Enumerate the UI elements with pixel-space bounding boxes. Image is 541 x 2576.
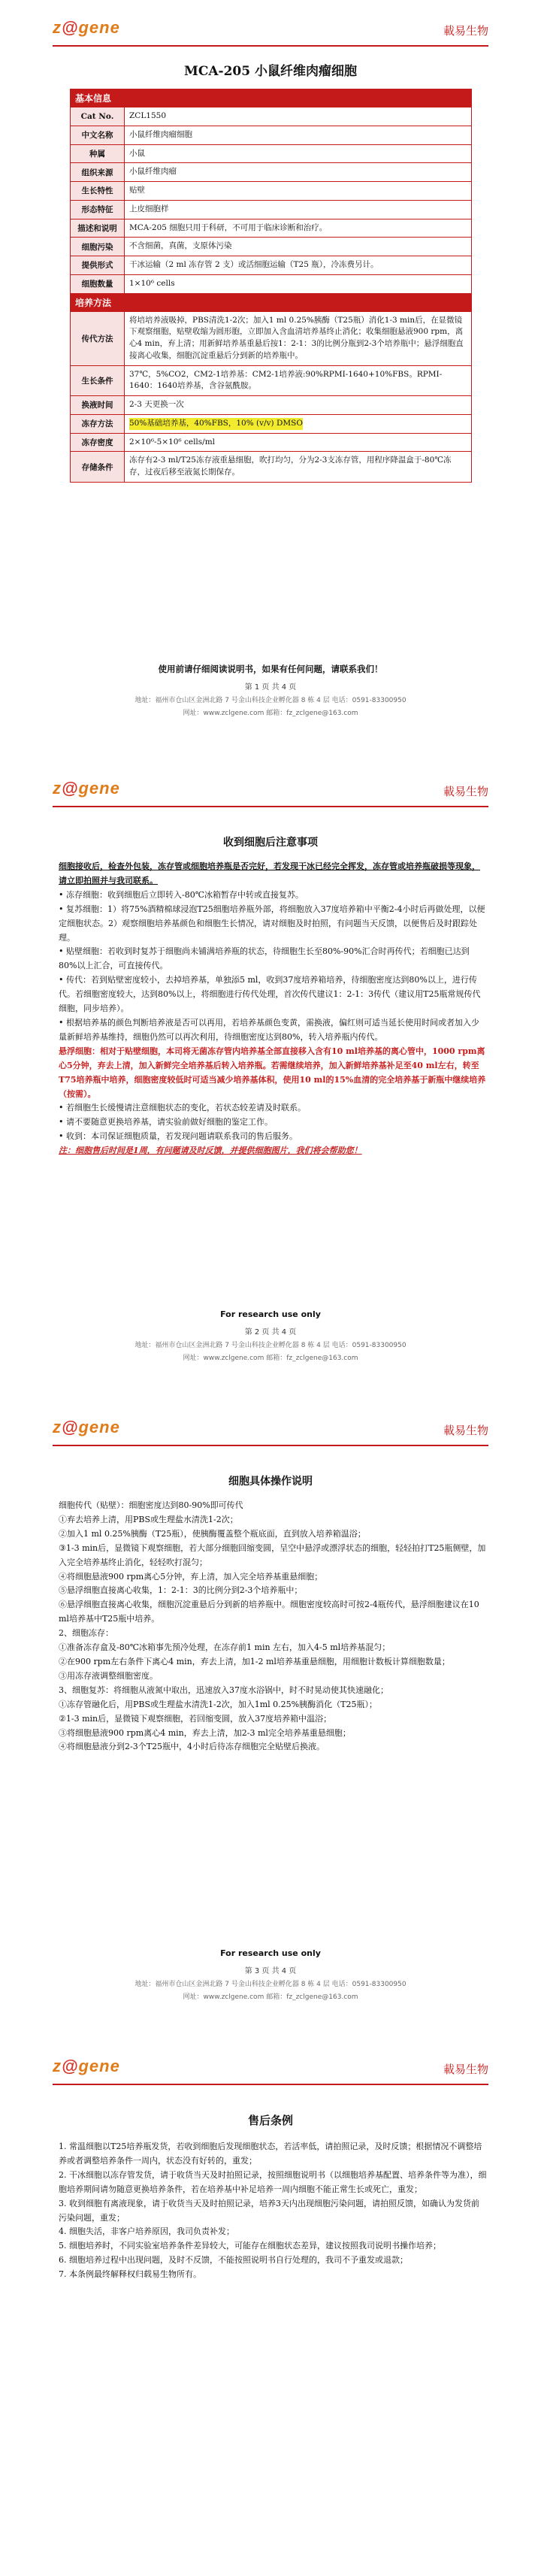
- section-title: 收到细胞后注意事项: [223, 837, 318, 849]
- page-3: [0, 1400, 541, 2039]
- row-value-text: 2×10⁶-5×10⁶ cells/ml: [129, 437, 216, 446]
- page-number: 第 3 页 共 4 页: [244, 1967, 297, 1975]
- row-label: 细胞污染: [71, 238, 125, 256]
- row-label: 提供形式: [71, 256, 125, 274]
- paragraph: ③将细胞悬液900 rpm离心4 min，弃去上清，加2-3 ml完全培养基重悬细胞；: [59, 1727, 351, 1738]
- read-manual-notice: 使用前请仔细阅读说明书，如果有任何问题，请联系我们！: [158, 664, 383, 674]
- paragraph: 6. 细胞培养过程中出现问题，及时不反馈，不能按照说明书自行处理的，我司不予重发或退款；: [59, 2255, 408, 2266]
- page-footer: [53, 1309, 488, 1362]
- product-title: MCA-205 小鼠纤维肉瘤细胞: [184, 64, 357, 79]
- paragraph: 细胞接收后，检查外包装，冻存管或细胞培养瓶是否完好，若发现干冰已经完全挥发，冻存管或培养瓶破损等现象，请立即拍照并与我司联系。: [59, 861, 480, 885]
- notice-body: [59, 860, 487, 1158]
- section-culture-method: 培养方法: [71, 293, 471, 311]
- row-label: Cat No.: [71, 107, 125, 126]
- section-title: 售后条例: [247, 2114, 293, 2127]
- paragraph: ②加入1 ml 0.25%胰酶（T25瓶），使胰酶覆盖整个瓶底面，直到放入培养箱温浴；: [59, 1528, 366, 1539]
- paragraph: ②1-3 min后，显微镜下观察细胞，若回缩变圆，放入37度培养箱中温浴；: [59, 1713, 332, 1724]
- row-value-text: 干冰运输（2 ml 冻存管 2 支）或活细胞运输（T25 瓶），冷冻费另计。: [129, 260, 379, 269]
- paragraph: 2、细胞冻存：: [59, 1628, 113, 1639]
- row-value-text: 小鼠纤维肉瘤细胞: [129, 129, 192, 139]
- row-label: 生长特性: [71, 182, 125, 200]
- row-value: [125, 275, 471, 293]
- paragraph: • 若细胞生长缓慢请注意细胞状态的变化，若状态较差请及时联系。: [59, 1103, 306, 1113]
- row-label: 形态特征: [71, 201, 125, 219]
- row-value: [125, 219, 471, 238]
- page-number: 第 1 页 共 4 页: [244, 683, 297, 692]
- row-value-text: 1×10⁶ cells: [129, 278, 175, 288]
- table-row: [71, 414, 471, 433]
- row-label: 存储条件: [71, 452, 125, 482]
- paragraph: 3. 收到细胞有离液现象，请于收货当天及时拍照记录，培养3天内出现细胞污染问题，请拍照反馈，如确认为发货前污染问题，重发；: [59, 2198, 479, 2223]
- footer-web: 网址：www.zclgene.com 邮箱：fz_zclgene@163.com: [183, 1355, 358, 1362]
- row-value-text: 上皮细胞样: [129, 204, 169, 213]
- footer-address: 地址：福州市仓山区金洲北路 7 号金山科技企业孵化器 8 栋 4 层 电话：0591-83300950: [134, 697, 407, 704]
- row-value: [125, 366, 471, 396]
- paragraph: ③1-3 min后，显微镜下观察细胞，若大部分细胞回缩变圆，呈空中悬浮或漂浮状态的细胞，轻轻拍打T25瓶侧壁，加入完全培养基终止消化，轻轻吹打混匀；: [59, 1542, 486, 1567]
- row-label: 中文名称: [71, 126, 125, 144]
- paragraph: 7. 本条例最终解释权归载易生物所有。: [59, 2269, 201, 2280]
- paragraph: 2. 干冰细胞以冻存管发货，请于收货当天及时拍照记录，按照细胞说明书（以细胞培养基配置、培养条件等为准），细胞培养期间请勿随意更换培养条件，若在培养基中补足培养一周内细胞不能正常生长或死亡，重发；: [59, 2169, 487, 2194]
- row-value: [125, 452, 471, 482]
- paragraph: • 复苏细胞：1）将75%酒精棉球浸泡T25细胞培养瓶外部，将细胞放入37度培养箱中平衡2-4小时后再做处理，以便定细胞状态。2）观察细胞培养基颜色和细胞生长情况，请对细胞及时拍照，有问题当天反馈，以便售后及时跟踪处理。: [59, 904, 485, 943]
- page-4: [0, 2039, 541, 2576]
- table-row: [71, 162, 471, 181]
- row-label: 种属: [71, 145, 125, 163]
- paragraph: 4. 细胞失活，非客户培养原因，我司负责补发；: [59, 2226, 234, 2237]
- row-value-text: 2-3 天更换一次: [129, 400, 184, 409]
- paragraph: 细胞传代（贴壁）：细胞密度达到80-90%即可传代: [59, 1500, 243, 1510]
- paragraph: • 根据培养基的颜色判断培养液是否可以再用，若培养基颜色变黄，需换液，偏红则可适当延长使用时间或者加入少量新鲜培养基维持，细胞仍然可以再次利用，待细胞密度达到80%，转入培养瓶内传代。: [59, 1017, 479, 1042]
- table-row: [71, 365, 471, 396]
- table-row: [71, 451, 471, 482]
- paragraph: • 请不要随意更换培养基，请实验前做好细胞的鉴定工作。: [59, 1117, 273, 1128]
- row-value: [125, 434, 471, 452]
- row-value-text: 贴壁: [129, 186, 145, 195]
- row-label: 细胞数量: [71, 275, 125, 293]
- table-row: [71, 219, 471, 238]
- paragraph: ①弃去培养上清，用PBS或生理盐水清洗1-2次；: [59, 1514, 238, 1524]
- page-header: [53, 2052, 488, 2085]
- page-header: [53, 1413, 488, 1446]
- row-label: 生长条件: [71, 366, 125, 396]
- table-row: [71, 107, 471, 126]
- table-row: [71, 256, 471, 274]
- company-logo: z@gene: [53, 779, 120, 798]
- paragraph: ⑤悬浮细胞直接离心收集，1：2-1：3的比例分到2-3个培养瓶中；: [59, 1585, 303, 1596]
- paragraph: • 收到：本司保证细胞质量，若发现问题请联系我司的售后服务。: [59, 1131, 298, 1142]
- footer-web: 网址：www.zclgene.com 邮箱：fz_zclgene@163.com: [183, 1993, 358, 2001]
- row-value: [125, 201, 471, 219]
- row-label: 组织来源: [71, 163, 125, 181]
- paragraph: 悬浮细胞：相对于贴壁细胞，本司将无菌冻存管内培养基全部直接移入含有10 ml培养基的离心管中，1000 rpm离心5分钟，弃去上清，加入新鲜完全培养基后转入培养瓶。若需继续培养，加入新鲜培养基补足至40 ml左右，转至T75培养瓶中培养，细胞密度较低时可适当减少培养基体积，使用10 ml的15%血清的完全培养基于新瓶中继续培养（按需）。: [59, 1046, 486, 1099]
- table-row: [71, 395, 471, 414]
- page-number: 第 2 页 共 4 页: [244, 1328, 297, 1336]
- paragraph: ⑥悬浮细胞直接离心收集，细胞沉淀重悬后分到新的培养瓶中。细胞密度较高时可按2-4瓶传代，悬浮细胞建议在10 ml培养基中T25瓶中培养。: [59, 1600, 479, 1624]
- row-value: [125, 396, 471, 414]
- row-value-text: 50%基础培养基，40%FBS，10% (v/v) DMSO: [129, 418, 303, 430]
- company-logo: z@gene: [53, 1418, 120, 1436]
- row-value: [125, 238, 471, 256]
- product-info-table: [70, 89, 472, 483]
- company-logo: z@gene: [53, 2057, 120, 2075]
- paragraph: ①冻存管融化后，用PBS或生理盐水清洗1-2次，加入1ml 0.25%胰酶消化（T25瓶）；: [59, 1699, 377, 1709]
- table-row: [71, 181, 471, 200]
- row-label: 传代方法: [71, 312, 125, 365]
- paragraph: ④将细胞悬液分到2-3个T25瓶中，4小时后待冻存细胞完全贴壁后换液。: [59, 1742, 325, 1752]
- row-label: 冻存密度: [71, 434, 125, 452]
- paragraph: ①准备冻存盒及-80℃冰箱事先预冷处理，在冻存前1 min 左右，加入4-5 ml培养基混匀；: [59, 1642, 391, 1653]
- paragraph: • 传代：若到贴壁密度较小，去掉培养基，单独添5 ml，收到37度培养箱培养，待细胞密度达到80%以上，进行传代。若细胞密度较大，达到80%以上，将细胞进行传代处理，首次传代建议1：2-1：3传代（建议用T25瓶常规传代细胞，同步培养）。: [59, 975, 481, 1014]
- row-value-text: 小鼠: [129, 148, 145, 158]
- row-value: [125, 126, 471, 144]
- operation-body: [59, 1499, 487, 1754]
- row-value-text: ZCL1550: [129, 111, 167, 120]
- section-basic-info: 基本信息: [71, 89, 471, 107]
- table-row: [71, 433, 471, 452]
- paragraph: 1. 常温细胞以T25培养瓶发货，若收到细胞后发现细胞状态，若活率低，请拍照记录，及时反馈；根据情况不调整培养或者调整培养条件一周内，状态没有好转的，重发；: [59, 2142, 482, 2166]
- brand-name: 載易生物: [443, 785, 488, 798]
- row-value-text: MCA-205 细胞只用于科研，不可用于临床诊断和治疗。: [129, 222, 328, 232]
- row-value-text: 冻存有2-3 ml/T25冻存液重悬细胞，吹打均匀，分为2-3支冻存管，用程序降温盒于-80℃冻存，过夜后移至液氮长期保存。: [129, 456, 452, 477]
- row-value-text: 小鼠纤维肉瘤: [129, 167, 177, 177]
- table-row: [71, 311, 471, 365]
- paragraph: 5. 细胞培养时，不同实验室培养条件差异较大，可能存在细胞状态差异，建议按照我司说明书操作培养；: [59, 2241, 441, 2251]
- research-only-label: For research use only: [220, 1309, 321, 1319]
- page-1: [0, 0, 541, 761]
- paragraph: • 冻存细胞：收到细胞后立即转入-80℃冰箱暂存中转或直接复苏。: [59, 889, 304, 900]
- research-only-label: For research use only: [220, 1948, 321, 1958]
- page-footer: [53, 680, 488, 717]
- table-row: [71, 274, 471, 293]
- table-row: [71, 126, 471, 144]
- row-value: [125, 415, 471, 433]
- brand-name: 載易生物: [443, 2063, 488, 2076]
- table-row: [71, 237, 471, 256]
- footer-address: 地址：福州市仓山区金洲北路 7 号金山科技企业孵化器 8 栋 4 层 电话：0591-83300950: [134, 1981, 407, 1988]
- row-label: 描述和说明: [71, 219, 125, 238]
- row-value-text: 将培培养液吸掉，PBS清洗1-2次；加入1 ml 0.25%胰酶（T25瓶）消化1-3 min后，在显微镜下观察细胞，贴壁收缩为圆形胞，立即加入含血清培养基终止消化；收集细胞悬液900 rpm，离心4 min，弃上清；用新鲜培养基重悬后按1：2-1：3的比例分瓶到2-3个培养瓶中；悬浮细胞直接离心收集，细胞沉淀重悬后分到新的培养瓶中。: [129, 315, 464, 360]
- row-label: 冻存方法: [71, 415, 125, 433]
- section-title: 细胞具体操作说明: [228, 1476, 313, 1488]
- row-label: 换液时间: [71, 396, 125, 414]
- paragraph: • 贴壁细胞：若收到时复苏于细胞尚未铺满培养瓶的状态，待细胞生长至80%-90%汇合时再传代；若细胞已达到80%以上汇合，可直接传代。: [59, 946, 470, 971]
- table-row: [71, 200, 471, 219]
- paragraph: ②在900 rpm左右条件下离心4 min，弃去上清，加1-2 ml培养基重悬细胞，用细胞计数板计算细胞数量；: [59, 1656, 450, 1666]
- row-value-text: 不含细菌，真菌，支原体污染: [129, 241, 232, 251]
- footnote: 注：细胞售后时间是1周，有问题请及时反馈，并提供细胞图片，我们将会帮助您！: [59, 1146, 362, 1156]
- page-header: [53, 774, 488, 807]
- after-sales-body: [59, 2140, 487, 2282]
- page-footer: [53, 1948, 488, 2001]
- paragraph: ③用冻存液调整细胞密度。: [59, 1670, 158, 1681]
- row-value: [125, 256, 471, 274]
- brand-name: 載易生物: [443, 1424, 488, 1437]
- footer-web: 网址：www.zclgene.com 邮箱：fz_zclgene@163.com: [183, 710, 358, 717]
- table-row: [71, 144, 471, 163]
- paragraph: 3、细胞复苏：将细胞从液氮中取出，迅速放入37度水浴锅中，时不时晃动使其快速融化；: [59, 1685, 388, 1695]
- paragraph: ④将细胞悬液900 rpm离心5分钟，弃上清，加入完全培养基重悬细胞；: [59, 1571, 323, 1582]
- company-logo: z@gene: [53, 18, 120, 37]
- row-value: [125, 107, 471, 126]
- page-header: [53, 14, 488, 47]
- footer-address: 地址：福州市仓山区金洲北路 7 号金山科技企业孵化器 8 栋 4 层 电话：0591-83300950: [134, 1342, 407, 1349]
- row-value-text: 37℃，5%CO2，CM2-1培养基：CM2-1培养液:90%RPMI-1640+10%FBS。RPMI-1640：1640培养基，含谷氨酰胺。: [129, 369, 443, 391]
- row-value: [125, 182, 471, 200]
- row-value: [125, 163, 471, 181]
- row-value: [125, 145, 471, 163]
- brand-name: 載易生物: [443, 24, 488, 38]
- page-2: [0, 761, 541, 1400]
- row-value: [125, 312, 471, 365]
